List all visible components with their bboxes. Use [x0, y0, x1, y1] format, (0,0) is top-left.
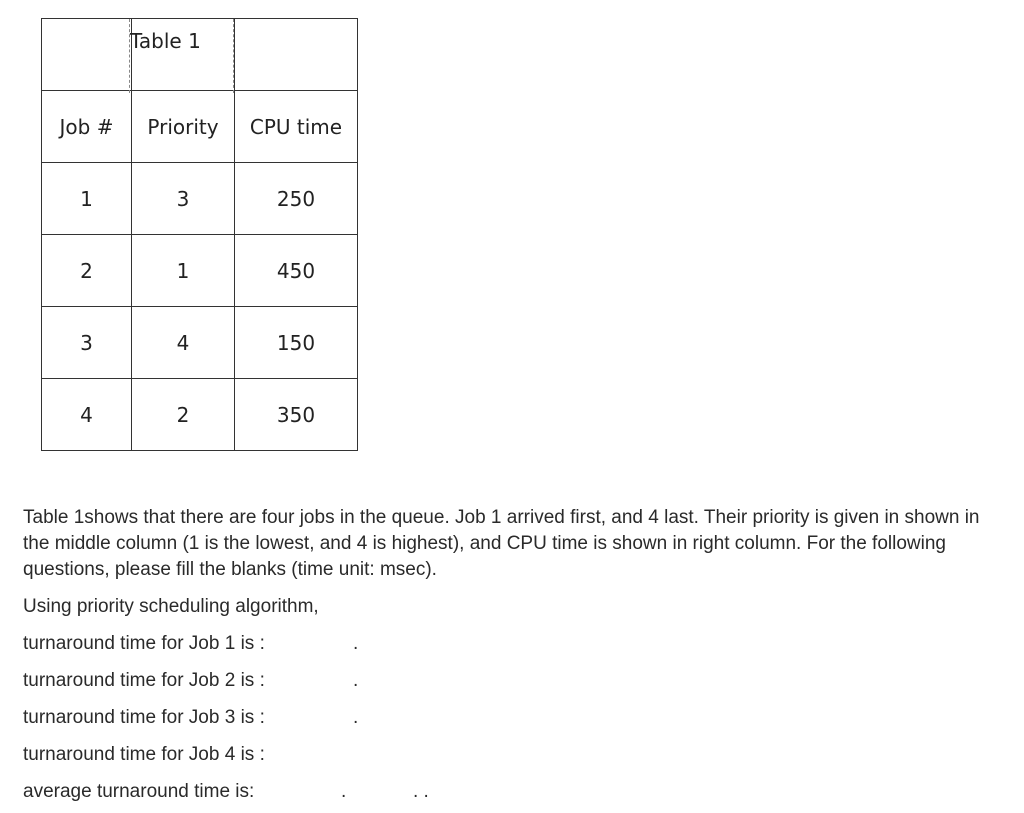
question-item-average	[23, 781, 429, 803]
table-caption-label: Table 1	[130, 29, 201, 53]
question-item-label: turnaround time for Job 2 is :	[23, 670, 265, 691]
cell-job: 1	[42, 163, 132, 235]
answer-blank[interactable]: .	[353, 707, 359, 728]
question-item-label: turnaround time for Job 3 is :	[23, 707, 265, 728]
table-cell	[235, 19, 358, 91]
question-item-label: average turnaround time is:	[23, 781, 255, 802]
header-priority: Priority	[132, 91, 235, 163]
algorithm-line-text: Using priority scheduling algorithm,	[23, 596, 319, 617]
cell-priority: 4	[132, 307, 235, 379]
answer-blank[interactable]: .	[353, 633, 359, 654]
cell-cpu-time: 250	[235, 163, 358, 235]
algorithm-line	[23, 596, 319, 618]
answer-blank[interactable]: .	[353, 670, 359, 691]
cell-job: 4	[42, 379, 132, 451]
caption-dashed-border	[129, 19, 130, 93]
table-caption-row	[42, 19, 358, 91]
table-row	[42, 307, 358, 379]
caption-dashed-border	[233, 19, 234, 93]
cell-priority: 2	[132, 379, 235, 451]
table-cell	[42, 19, 132, 91]
table-header-row	[42, 91, 358, 163]
answer-blank[interactable]: .	[341, 781, 347, 802]
cell-job: 3	[42, 307, 132, 379]
question-intro	[23, 505, 1008, 583]
cell-cpu-time: 350	[235, 379, 358, 451]
table-row	[42, 235, 358, 307]
table-caption-cell	[132, 19, 235, 91]
question-item-job-3	[23, 707, 359, 729]
job-table	[41, 18, 358, 451]
question-item-label: turnaround time for Job 1 is :	[23, 633, 265, 654]
header-job: Job #	[42, 91, 132, 163]
table-row	[42, 163, 358, 235]
question-item-job-4	[23, 744, 265, 766]
question-item-job-2	[23, 670, 359, 692]
question-item-label: turnaround time for Job 4 is :	[23, 744, 265, 765]
table-row	[42, 379, 358, 451]
cell-cpu-time: 150	[235, 307, 358, 379]
answer-blank-extra[interactable]: . .	[413, 781, 429, 802]
cell-priority: 3	[132, 163, 235, 235]
header-cpu-time: CPU time	[235, 91, 358, 163]
table-caption	[130, 19, 234, 53]
cell-priority: 1	[132, 235, 235, 307]
question-intro-text: Table 1shows that there are four jobs in the queue. Job 1 arrived first, and 4 last. Their priority is given in shown in the middle column (1 is the lowest, and 4 is highest), and CPU time is shown in right column. For the following questions, please fill the blanks (time unit: msec).	[23, 507, 980, 580]
cell-cpu-time: 450	[235, 235, 358, 307]
cell-job: 2	[42, 235, 132, 307]
question-item-job-1	[23, 633, 359, 655]
